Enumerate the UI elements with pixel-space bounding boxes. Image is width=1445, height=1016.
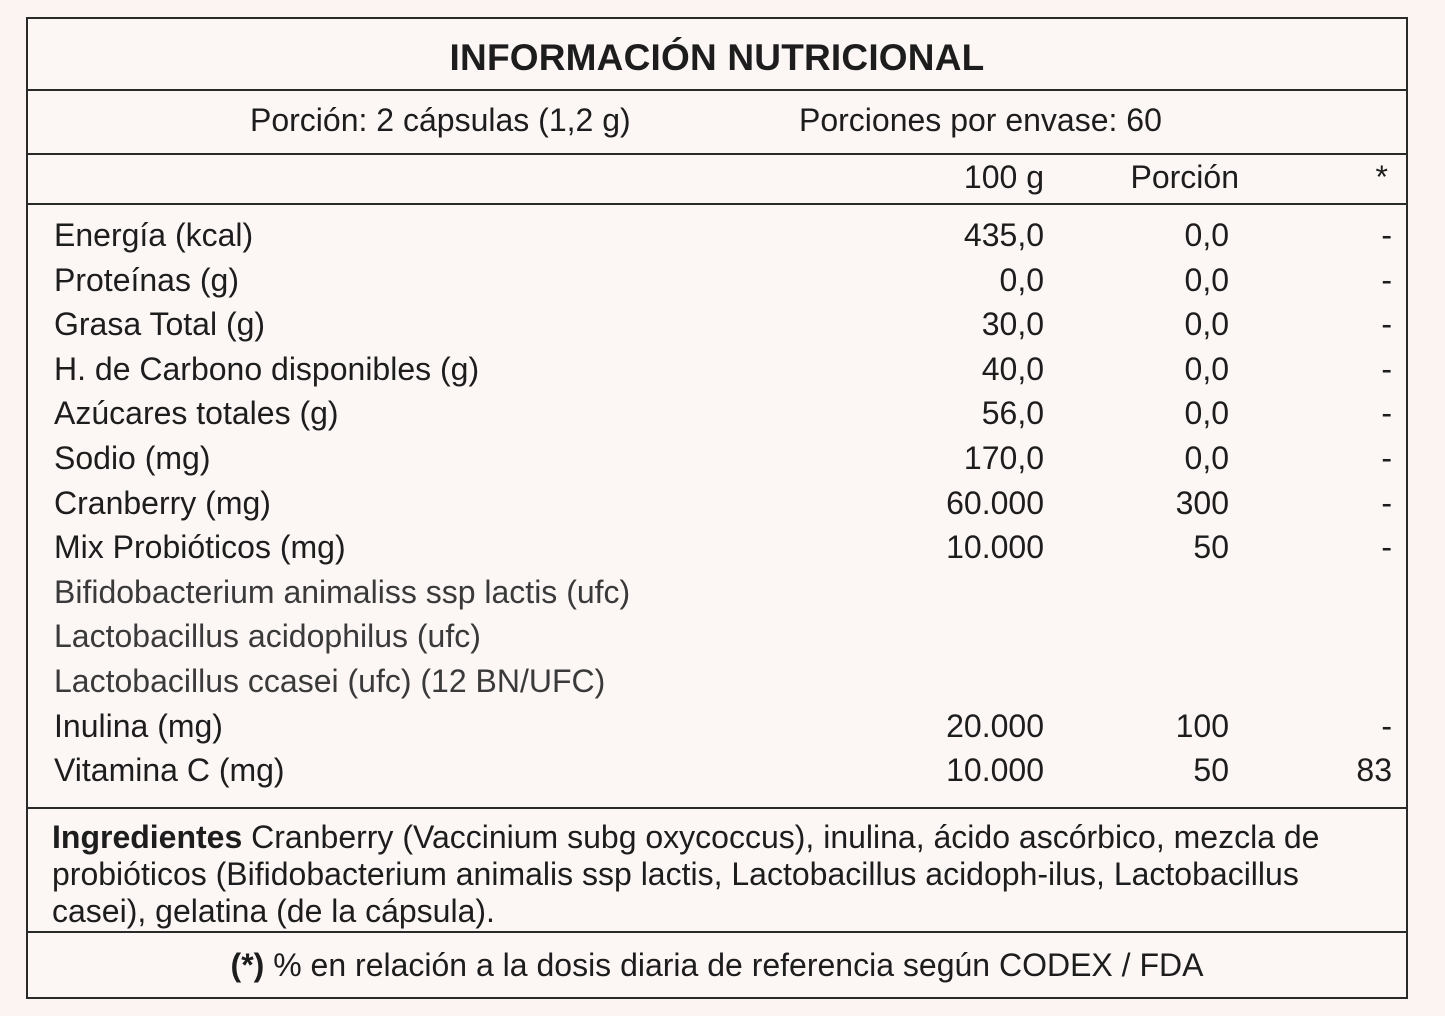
value-per-portion: 0,0	[1184, 261, 1229, 298]
table-row	[28, 574, 1406, 619]
value-per-100g: 40,0	[981, 350, 1044, 387]
value-per-portion: 50	[1193, 752, 1229, 789]
table-row	[28, 217, 1406, 262]
table-row	[28, 529, 1406, 574]
value-per-100g: 0,0	[999, 261, 1044, 298]
value-per-100g: 20.000	[946, 707, 1044, 744]
nutrient-label: Bifidobacterium animaliss ssp lactis (ufc)	[54, 573, 631, 610]
nutrient-label: H. de Carbono disponibles (g)	[54, 350, 480, 387]
nutrient-label: Lactobacillus ccasei (ufc) (12 BN/UFC)	[54, 662, 606, 699]
nutrient-label: Vitamina C (mg)	[54, 752, 285, 789]
panel-title: INFORMACIÓN NUTRICIONAL	[28, 19, 1406, 91]
column-header-100g: 100 g	[963, 159, 1044, 195]
nutrient-label: Inulina (mg)	[54, 707, 223, 744]
table-row	[28, 485, 1406, 530]
value-pct: -	[1381, 529, 1392, 566]
table-row	[28, 708, 1406, 753]
nutrient-label: Proteínas (g)	[54, 261, 239, 298]
nutrient-label: Grasa Total (g)	[54, 306, 266, 343]
value-per-portion: 300	[1175, 484, 1229, 521]
value-per-100g: 435,0	[963, 217, 1044, 253]
value-pct: 83	[1356, 752, 1392, 789]
serving-size: Porción: 2 cápsulas (1,2 g)	[250, 102, 631, 138]
value-pct: -	[1381, 395, 1392, 432]
value-per-portion: 0,0	[1184, 217, 1229, 253]
table-row	[28, 752, 1406, 797]
nutrient-label: Azúcares totales (g)	[54, 395, 339, 432]
value-per-100g: 10.000	[946, 529, 1044, 566]
nutrient-rows	[28, 217, 1406, 797]
nutrient-label: Cranberry (mg)	[54, 484, 271, 521]
table-row	[28, 395, 1406, 440]
table-row	[28, 663, 1406, 708]
table-row	[28, 440, 1406, 485]
table-row	[28, 306, 1406, 351]
serving-info	[28, 89, 1406, 155]
nutrient-label: Energía (kcal)	[54, 217, 254, 253]
column-headers	[28, 153, 1406, 205]
value-pct: -	[1381, 484, 1392, 521]
value-per-portion: 100	[1175, 707, 1229, 744]
value-pct: -	[1381, 217, 1392, 253]
value-per-100g: 170,0	[963, 439, 1044, 476]
table-row	[28, 351, 1406, 396]
value-pct: -	[1381, 350, 1392, 387]
value-per-100g: 56,0	[981, 395, 1044, 432]
column-header-portion: Porción	[1130, 159, 1239, 195]
value-per-portion: 50	[1193, 529, 1229, 566]
nutrition-facts-panel	[26, 17, 1408, 999]
footnote-marker: (*)	[230, 947, 265, 983]
ingredients-text: Cranberry (Vaccinium subg oxycoccus), inulina, ácido ascórbico, mezcla de probióticos (Bifidobacterium animalis ssp lactis, Lactobacillus acidoph-ilus, Lactobacillus casei), gelatina (de la cápsula).	[52, 819, 1320, 929]
ingredients-heading: Ingredientes	[52, 819, 243, 855]
value-pct: -	[1381, 707, 1392, 744]
value-pct: -	[1381, 439, 1392, 476]
column-header-pct: *	[1375, 159, 1388, 195]
table-row	[28, 618, 1406, 663]
footnote	[28, 947, 1406, 984]
value-per-portion: 0,0	[1184, 350, 1229, 387]
nutrient-label: Lactobacillus acidophilus (ufc)	[54, 618, 481, 655]
value-per-100g: 60.000	[946, 484, 1044, 521]
servings-per-container: Porciones por envase: 60	[799, 102, 1162, 138]
value-per-100g: 10.000	[946, 752, 1044, 789]
value-per-portion: 0,0	[1184, 439, 1229, 476]
nutrient-label: Sodio (mg)	[54, 439, 211, 476]
value-pct: -	[1381, 306, 1392, 343]
value-per-portion: 0,0	[1184, 306, 1229, 343]
value-per-100g: 30,0	[981, 306, 1044, 343]
value-pct: -	[1381, 261, 1392, 298]
ingredients-section	[28, 807, 1406, 933]
footnote-text: % en relación a la dosis diaria de referencia según CODEX / FDA	[264, 947, 1204, 983]
nutrient-label: Mix Probióticos (mg)	[54, 529, 346, 566]
value-per-portion: 0,0	[1184, 395, 1229, 432]
table-row	[28, 262, 1406, 307]
